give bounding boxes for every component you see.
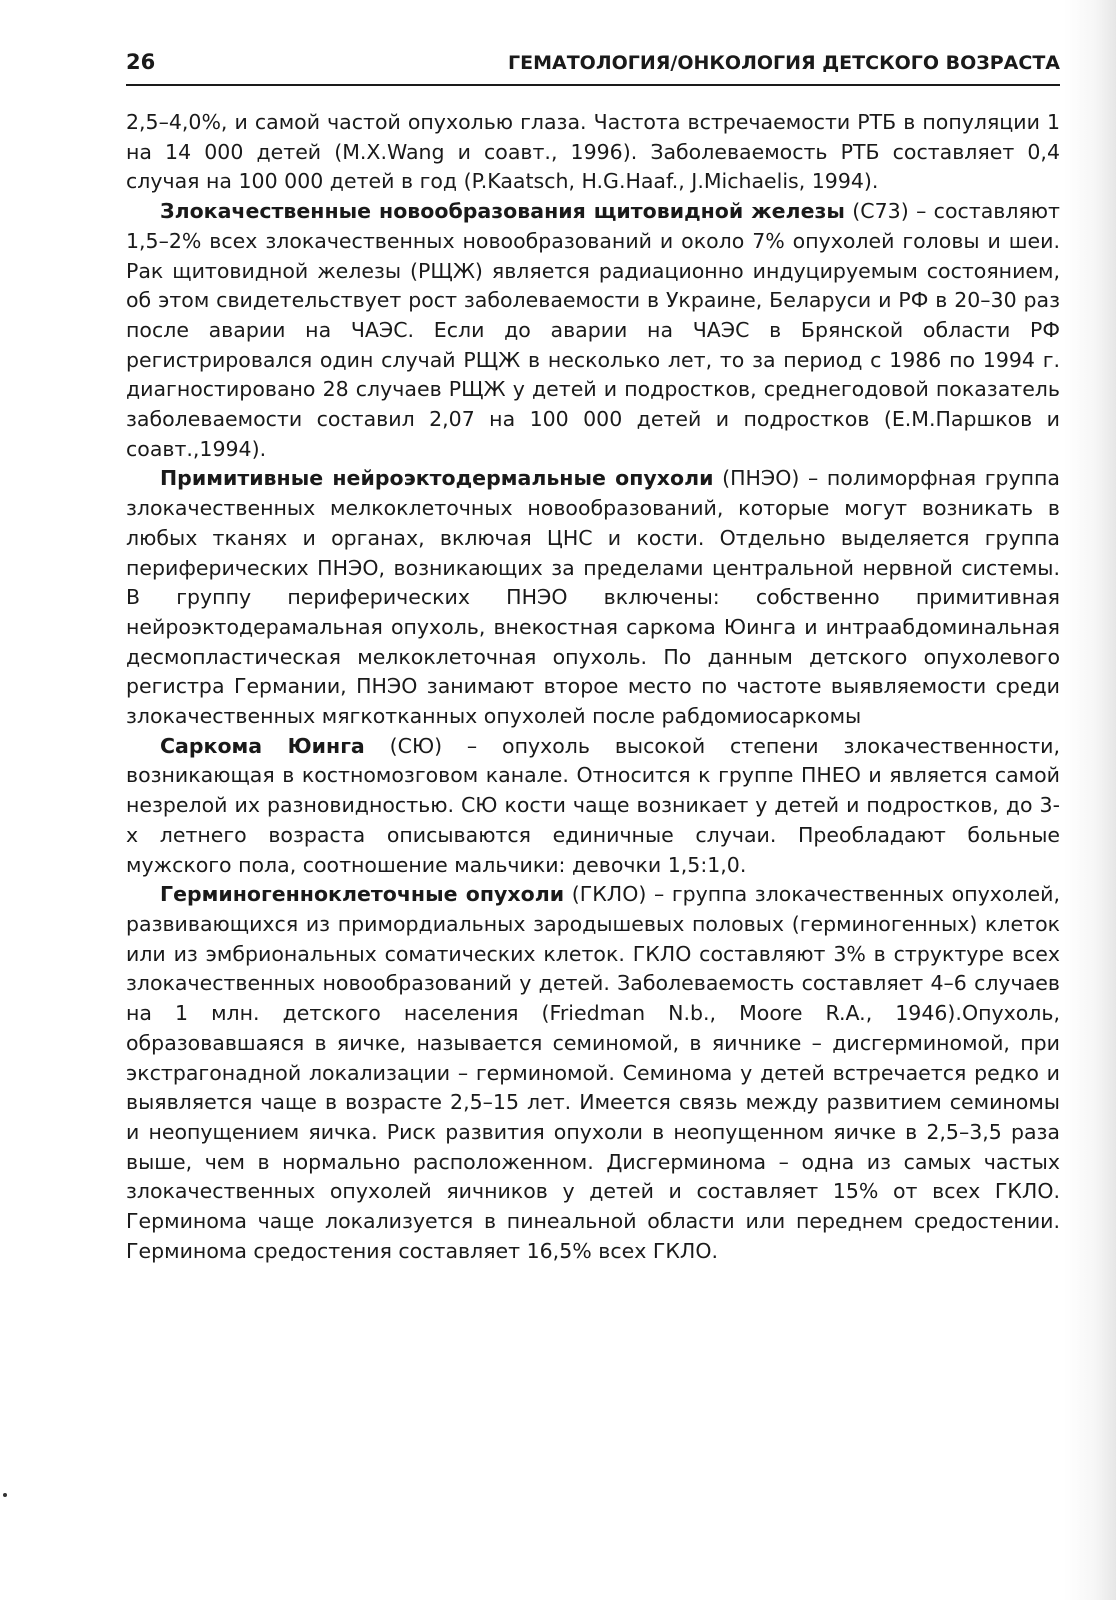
paragraph-retinoblastoma-continued	[126, 108, 1060, 197]
paragraph-text: 2,5–4,0%, и самой частой опухолью глаза. Частота встречаемости РТБ в популяции 1 на 14 000 детей (M.X.Wang и соавт., 1996). Заболеваемость РТБ составляет 0,4 случая на 100 000 детей в год (P.Kaatsch, H.G.Haaf., J.Michaelis, 1994).	[126, 110, 1060, 194]
scan-speck	[3, 1493, 7, 1497]
paragraph-text: (СЮ) – опухоль высокой степени злокачественности, возникающая в костномозговом канале. Относится к группе ПНЕО и является самой незрелой их разновидностью. СЮ кости чаще возникает у детей и подростков, до 3-х летнего возраста описываются единичные случаи. Преобладают больные мужского пола, соотношение мальчики: девочки 1,5:1,0.	[126, 733, 1060, 877]
term-heading: Саркома Юинга	[160, 733, 365, 758]
page-edge-shadow	[1064, 0, 1116, 1600]
paragraph-text: (ПНЭО) – полиморфная группа злокачественных мелкоклеточных новообразований, которые могут возникать в любых тканях и органах, включая ЦНС и кости. Отдельно выделяется группа периферических ПНЭО, возникающих за пределами центральной нервной системы. В группу периферических ПНЭО включены: собственно примитивная нейроэктодерамальная опухоль, внекостная саркома Юинга и интраабдоминальная десмопластическая мелкоклеточная опухоль. По данным детского опухолевого регистра Германии, ПНЭО занимают второе место по частоте выявляемости среди злокачественных мягкотканных опухолей после рабдомиосаркомы	[126, 466, 1060, 729]
paragraph-text: (С73) – составляют 1,5–2% всех злокачественных новообразований и около 7% опухолей головы и шеи. Рак щитовидной железы (РЩЖ) является радиационно индуцируемым состоянием, об этом свидетельствует рост заболеваемости в Украине, Беларуси и РФ в 20–30 раз после аварии на ЧАЭС. Если до аварии на ЧАЭС в Брянской области РФ регистрировался один случай РЩЖ в несколько лет, то за период с 1986 по 1994 г. диагностировано 28 случаев РЩЖ у детей и подростков, среднегодовой показатель заболеваемости составил 2,07 на 100 000 детей и подростков (Е.М.Паршков и соавт.,1994).	[126, 199, 1060, 461]
paragraph-text: (ГКЛО) – группа злокачественных опухолей, развивающихся из примордиальных зародышевых половых (герминогенных) клеток или из эмбриональных соматических клеток. ГКЛО составляют 3% в структуре всех злокачественных новообразований у детей. Заболеваемость составляет 4–6 случаев на 1 млн. детского населения (Friedman N.b., Moore R.A., 1946).Опухоль, образовавшаяся в яичке, называется семиномой, в яичнике – дисгерминомой, при экстрагонадной локализации – герминомой. Семинома у детей встречается редко и выявляется чаще в возрасте 2,5–15 лет. Имеется связь между развитием семиномы и неопущением яичка. Риск развития опухоли в неопущенном яичке в 2,5–3,5 раза выше, чем в нормально расположенном. Дисгерминома – одна из самых частых злокачественных опухолей яичников у детей и составляет 15% от всех ГКЛО. Герминома чаще локализуется в пинеальной области или переднем средостении. Герминома средостения составляет 16,5% всех ГКЛО.	[126, 882, 1060, 1263]
paragraph-ewing-sarcoma	[126, 732, 1060, 881]
paragraph-germ-cell	[126, 880, 1060, 1266]
term-heading: Злокачественные новообразования щитовидной железы	[160, 199, 845, 224]
running-title: ГЕМАТОЛОГИЯ/ОНКОЛОГИЯ ДЕТСКОГО ВОЗРАСТА	[508, 52, 1060, 74]
page-header	[126, 48, 1060, 86]
paragraph-pnet	[126, 464, 1060, 731]
page-number: 26	[126, 50, 156, 74]
term-heading: Герминогенноклеточные опухоли	[160, 882, 565, 907]
paragraph-thyroid	[126, 197, 1060, 464]
body-text	[126, 108, 1060, 1266]
term-heading: Примитивные нейроэктодермальные опухоли	[160, 466, 714, 491]
